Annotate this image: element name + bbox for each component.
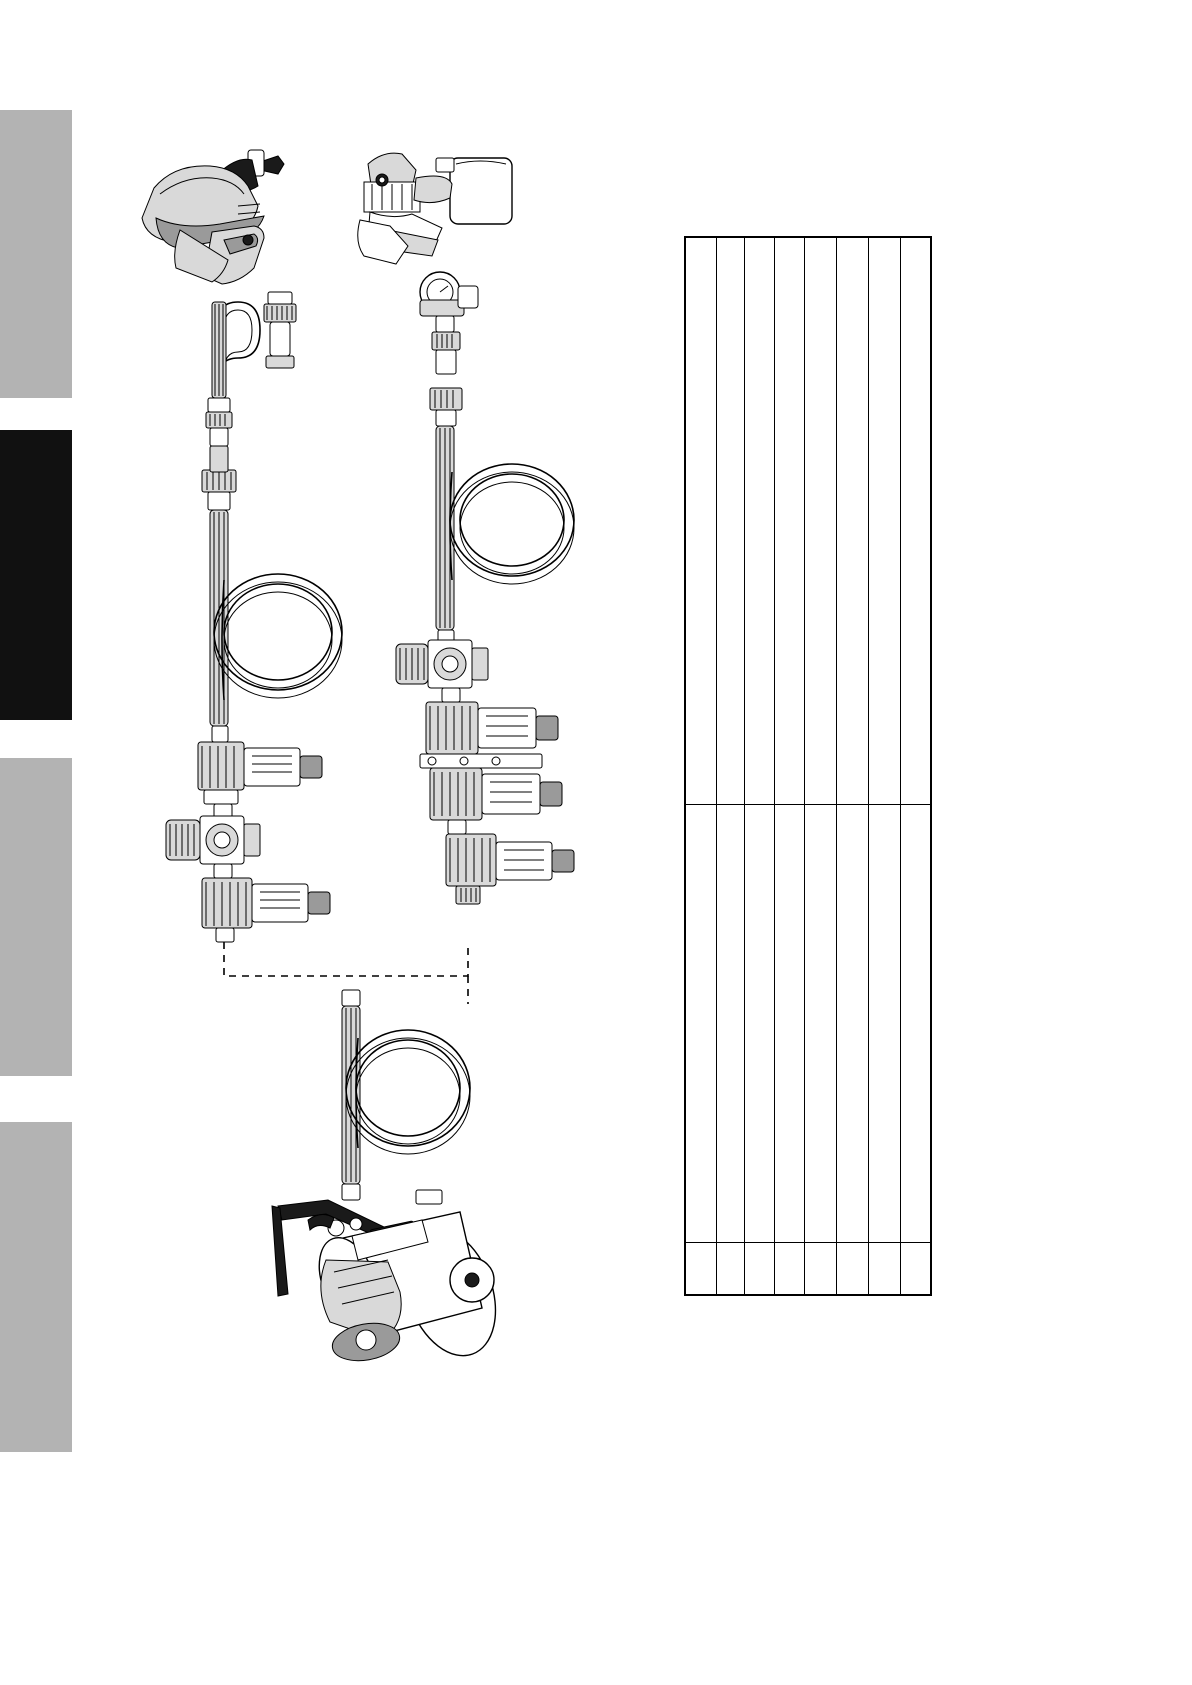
tab-active-black[interactable]: [0, 430, 72, 720]
specification-table: [684, 236, 932, 1296]
tab-mid-grey[interactable]: [0, 758, 72, 1076]
table-column-divider: [868, 238, 869, 1294]
table-column-divider: [774, 238, 775, 1294]
table-column-divider: [716, 238, 717, 1294]
filter-right-3: [446, 834, 574, 904]
table-column-divider: [900, 238, 901, 1294]
table-column-divider: [804, 238, 805, 1294]
regulator-right: [396, 630, 488, 702]
filter-right-2: [430, 768, 562, 834]
regulator-left: [166, 804, 260, 878]
connector-left-a: [206, 412, 232, 446]
filter-left-2: [202, 878, 330, 942]
table-column-divider: [836, 238, 837, 1294]
table-row-divider: [686, 804, 930, 805]
air-compressor: [272, 1190, 512, 1368]
supply-hose-coil: [342, 990, 470, 1200]
filter-regulator-right: [420, 702, 558, 768]
quick-coupler-left: [264, 292, 296, 368]
air-hose-coil-right: [436, 426, 574, 630]
table-row-divider: [686, 1242, 930, 1243]
tab-lower-grey[interactable]: [0, 1122, 72, 1452]
mini-regulator-gauge: [420, 272, 478, 332]
spray-gun-hvlp: [142, 150, 284, 284]
table-column-divider: [744, 238, 745, 1294]
coupler-right-top: [430, 332, 462, 426]
filter-left: [198, 726, 322, 804]
connector-left-b: [202, 470, 236, 510]
spray-gun-cup: [358, 153, 512, 264]
tab-upper-grey[interactable]: [0, 110, 72, 398]
whip-hose: [208, 302, 260, 430]
assembly-diagram: [120, 120, 660, 1420]
